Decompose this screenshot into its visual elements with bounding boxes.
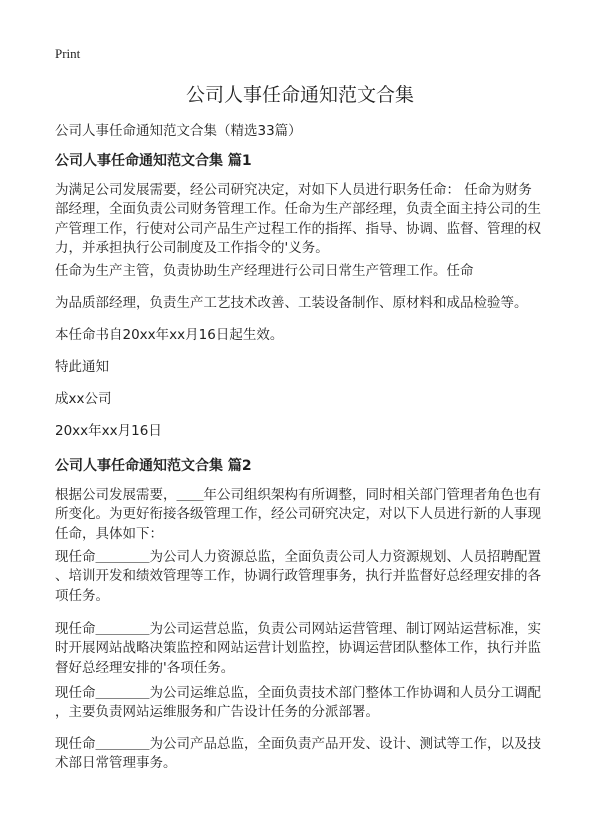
paragraph: 成xx公司 (55, 391, 112, 407)
paragraph-line: ，主要负责网站运维服务和广告设计任务的分派部署。 (55, 704, 379, 721)
paragraph (55, 684, 595, 723)
paragraph: 任命为生产主管，负责协助生产经理进行公司日常生产管理工作。任命 (55, 263, 474, 279)
paragraph-line: 时开展网站战略决策监控和网站运营计划监控，协调运营团队整体工作，执行并监 (55, 640, 541, 657)
paragraph (55, 181, 595, 258)
date-line: 20xx年xx月16日 (55, 423, 162, 439)
paragraph: 本任命书自20xx年xx月16日起生效。 (55, 327, 284, 343)
paragraph-line: 力，并承担执行公司制度及工作指令的'义务。 (55, 239, 329, 256)
paragraph (55, 486, 595, 544)
paragraph-line: 所变化。为更好衔接各级管理工作，经公司研究决定，对以下人员进行新的人事现 (55, 506, 541, 523)
paragraph-line: 现任命＿＿＿＿为公司产品总监，全面负责产品开发、设计、测试等工作，以及技 (55, 736, 541, 752)
paragraph-line: 现任命＿＿＿＿为公司运维总监，全面负责技术部门整体工作协调和人员分工调配 (55, 685, 541, 701)
paragraph-line: 督好总经理安排的'各项任务。 (55, 659, 235, 676)
paragraph-line: 根据公司发展需要，＿＿年公司组织架构有所调整，同时相关部门管理者角色也有 (55, 487, 541, 503)
paragraph-line: 项任务。 (55, 587, 109, 604)
paragraph (55, 735, 595, 774)
paragraph-line: 现任命＿＿＿＿为公司运营总监，负责公司网站运营管理、制订网站运营标准，实 (55, 621, 541, 637)
paragraph-line: 产管理工作，行使对公司产品生产过程工作的指挥、指导、协调、监督、管理的权 (55, 220, 541, 237)
print-label: Print (55, 46, 81, 61)
paragraph-line: 现任命＿＿＿＿为公司人力资源总监，全面负责公司人力资源规划、人员招聘配置 (55, 549, 541, 565)
section-heading-1: 公司人事任命通知范文合集 篇1 (55, 153, 252, 169)
paragraph-line: 部经理，全面负责公司财务管理工作。任命为生产部经理，负责全面主持公司的生 (55, 201, 541, 218)
paragraph-line: 术部日常管理事务。 (55, 755, 177, 772)
paragraph: 特此通知 (55, 359, 109, 375)
paragraph: 为品质部经理，负责生产工艺技术改善、工装设备制作、原材料和成品检验等。 (55, 295, 528, 311)
paragraph (55, 620, 595, 678)
paragraph-line: 、培训开发和绩效管理等工作，协调行政管理事务，执行并监督好总经理安排的各 (55, 568, 541, 585)
document-title: 公司人事任命通知范文合集 (185, 84, 414, 106)
paragraph (55, 548, 595, 606)
paragraph-line: 任命，具体如下： (55, 525, 163, 542)
document-subtitle: 公司人事任命通知范文合集（精选33篇） (55, 123, 302, 139)
paragraph-line: 为满足公司发展需要，经公司研究决定，对如下人员进行职务任命： 任命为财务 (55, 182, 532, 198)
section-heading-2: 公司人事任命通知范文合集 篇2 (55, 458, 252, 474)
